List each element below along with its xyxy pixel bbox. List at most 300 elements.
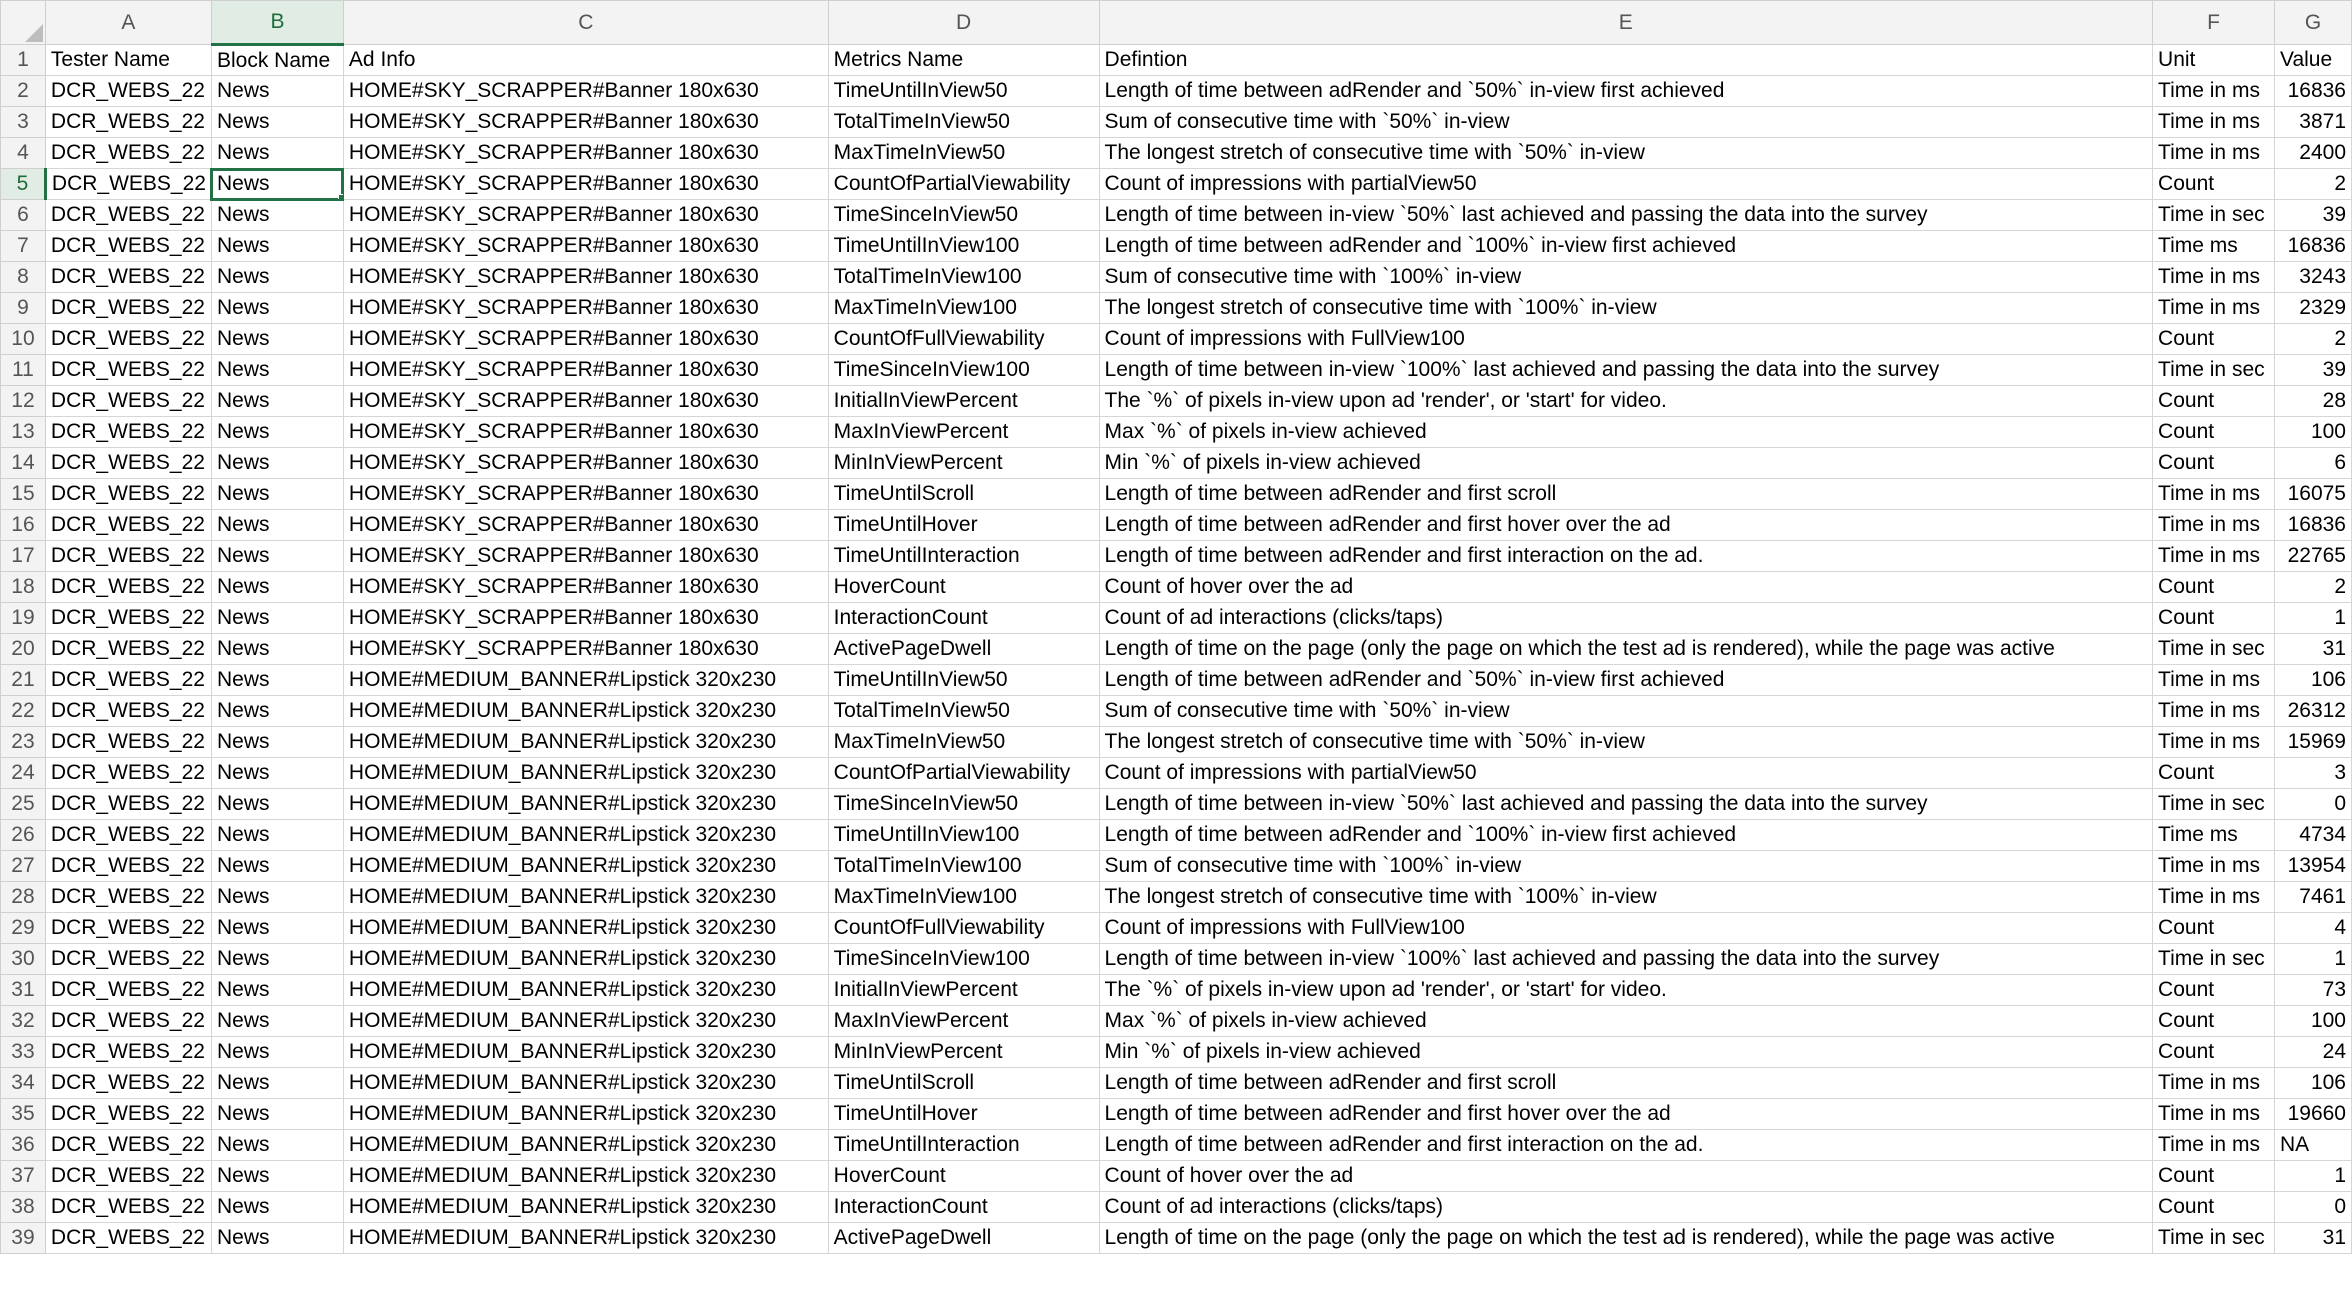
cell-g16[interactable]: 16836 [2275,510,2352,541]
cell-c25[interactable]: HOME#MEDIUM_BANNER#Lipstick 320x230 [343,789,828,820]
cell-a36[interactable]: DCR_WEBS_22 [45,1130,211,1161]
row-header[interactable]: 18 [1,572,46,603]
cell-a27[interactable]: DCR_WEBS_22 [45,851,211,882]
cell-c32[interactable]: HOME#MEDIUM_BANNER#Lipstick 320x230 [343,1006,828,1037]
row-header[interactable]: 33 [1,1037,46,1068]
cell-c9[interactable]: HOME#SKY_SCRAPPER#Banner 180x630 [343,293,828,324]
cell-b38[interactable]: News [211,1192,343,1223]
column-header-f[interactable]: F [2153,1,2275,45]
cell-e5[interactable]: Count of impressions with partialView50 [1099,169,2153,200]
cell-b30[interactable]: News [211,944,343,975]
cell-c22[interactable]: HOME#MEDIUM_BANNER#Lipstick 320x230 [343,696,828,727]
cell-c33[interactable]: HOME#MEDIUM_BANNER#Lipstick 320x230 [343,1037,828,1068]
cell-a11[interactable]: DCR_WEBS_22 [45,355,211,386]
row-header[interactable]: 32 [1,1006,46,1037]
cell-f1[interactable]: Unit [2153,45,2275,76]
row-header[interactable]: 7 [1,231,46,262]
cell-b26[interactable]: News [211,820,343,851]
cell-d2[interactable]: TimeUntilInView50 [828,76,1099,107]
cell-e37[interactable]: Count of hover over the ad [1099,1161,2153,1192]
cell-a37[interactable]: DCR_WEBS_22 [45,1161,211,1192]
cell-a6[interactable]: DCR_WEBS_22 [45,200,211,231]
cell-e24[interactable]: Count of impressions with partialView50 [1099,758,2153,789]
cell-b22[interactable]: News [211,696,343,727]
cell-c11[interactable]: HOME#SKY_SCRAPPER#Banner 180x630 [343,355,828,386]
cell-d9[interactable]: MaxTimeInView100 [828,293,1099,324]
cell-d32[interactable]: MaxInViewPercent [828,1006,1099,1037]
cell-a14[interactable]: DCR_WEBS_22 [45,448,211,479]
cell-a10[interactable]: DCR_WEBS_22 [45,324,211,355]
cell-b12[interactable]: News [211,386,343,417]
cell-e30[interactable]: Length of time between in-view `100%` last achieved and passing the data into the survey [1099,944,2153,975]
cell-a5[interactable]: DCR_WEBS_22 [45,169,211,200]
cell-g38[interactable]: 0 [2275,1192,2352,1223]
row-header[interactable]: 19 [1,603,46,634]
row-header[interactable]: 15 [1,479,46,510]
cell-a35[interactable]: DCR_WEBS_22 [45,1099,211,1130]
cell-g4[interactable]: 2400 [2275,138,2352,169]
column-header-c[interactable]: C [343,1,828,45]
row-header[interactable]: 37 [1,1161,46,1192]
cell-b34[interactable]: News [211,1068,343,1099]
cell-a21[interactable]: DCR_WEBS_22 [45,665,211,696]
cell-a16[interactable]: DCR_WEBS_22 [45,510,211,541]
cell-g27[interactable]: 13954 [2275,851,2352,882]
cell-d5[interactable]: CountOfPartialViewability [828,169,1099,200]
cell-d13[interactable]: MaxInViewPercent [828,417,1099,448]
cell-d1[interactable]: Metrics Name [828,45,1099,76]
cell-d24[interactable]: CountOfPartialViewability [828,758,1099,789]
cell-e10[interactable]: Count of impressions with FullView100 [1099,324,2153,355]
cell-d23[interactable]: MaxTimeInView50 [828,727,1099,758]
cell-g18[interactable]: 2 [2275,572,2352,603]
cell-b11[interactable]: News [211,355,343,386]
row-header[interactable]: 35 [1,1099,46,1130]
cell-b28[interactable]: News [211,882,343,913]
cell-f26[interactable]: Time ms [2153,820,2275,851]
cell-a31[interactable]: DCR_WEBS_22 [45,975,211,1006]
cell-f11[interactable]: Time in sec [2153,355,2275,386]
cell-g39[interactable]: 31 [2275,1223,2352,1254]
row-header[interactable]: 6 [1,200,46,231]
cell-e2[interactable]: Length of time between adRender and `50%` in-view first achieved [1099,76,2153,107]
row-header[interactable]: 4 [1,138,46,169]
cell-b27[interactable]: News [211,851,343,882]
cell-g22[interactable]: 26312 [2275,696,2352,727]
cell-f2[interactable]: Time in ms [2153,76,2275,107]
row-header[interactable]: 22 [1,696,46,727]
cell-a13[interactable]: DCR_WEBS_22 [45,417,211,448]
row-header[interactable]: 20 [1,634,46,665]
column-header-e[interactable]: E [1099,1,2153,45]
cell-f33[interactable]: Count [2153,1037,2275,1068]
row-header[interactable]: 30 [1,944,46,975]
cell-a30[interactable]: DCR_WEBS_22 [45,944,211,975]
cell-g17[interactable]: 22765 [2275,541,2352,572]
cell-e32[interactable]: Max `%` of pixels in-view achieved [1099,1006,2153,1037]
cell-g33[interactable]: 24 [2275,1037,2352,1068]
cell-c16[interactable]: HOME#SKY_SCRAPPER#Banner 180x630 [343,510,828,541]
row-header[interactable]: 39 [1,1223,46,1254]
cell-a33[interactable]: DCR_WEBS_22 [45,1037,211,1068]
cell-e13[interactable]: Max `%` of pixels in-view achieved [1099,417,2153,448]
cell-e33[interactable]: Min `%` of pixels in-view achieved [1099,1037,2153,1068]
cell-d33[interactable]: MinInViewPercent [828,1037,1099,1068]
cell-g29[interactable]: 4 [2275,913,2352,944]
cell-g10[interactable]: 2 [2275,324,2352,355]
row-header[interactable]: 31 [1,975,46,1006]
cell-c17[interactable]: HOME#SKY_SCRAPPER#Banner 180x630 [343,541,828,572]
row-header[interactable]: 34 [1,1068,46,1099]
cell-d28[interactable]: MaxTimeInView100 [828,882,1099,913]
row-header[interactable]: 2 [1,76,46,107]
cell-g31[interactable]: 73 [2275,975,2352,1006]
cell-g37[interactable]: 1 [2275,1161,2352,1192]
cell-b37[interactable]: News [211,1161,343,1192]
cell-d16[interactable]: TimeUntilHover [828,510,1099,541]
cell-f28[interactable]: Time in ms [2153,882,2275,913]
cell-d29[interactable]: CountOfFullViewability [828,913,1099,944]
cell-f35[interactable]: Time in ms [2153,1099,2275,1130]
cell-d17[interactable]: TimeUntilInteraction [828,541,1099,572]
cell-a18[interactable]: DCR_WEBS_22 [45,572,211,603]
cell-c29[interactable]: HOME#MEDIUM_BANNER#Lipstick 320x230 [343,913,828,944]
cell-f12[interactable]: Count [2153,386,2275,417]
cell-e12[interactable]: The `%` of pixels in-view upon ad 'render', or 'start' for video. [1099,386,2153,417]
cell-c10[interactable]: HOME#SKY_SCRAPPER#Banner 180x630 [343,324,828,355]
cell-c21[interactable]: HOME#MEDIUM_BANNER#Lipstick 320x230 [343,665,828,696]
cell-f13[interactable]: Count [2153,417,2275,448]
cell-g28[interactable]: 7461 [2275,882,2352,913]
cell-c6[interactable]: HOME#SKY_SCRAPPER#Banner 180x630 [343,200,828,231]
cell-f39[interactable]: Time in sec [2153,1223,2275,1254]
cell-e28[interactable]: The longest stretch of consecutive time with `100%` in-view [1099,882,2153,913]
cell-a25[interactable]: DCR_WEBS_22 [45,789,211,820]
cell-f23[interactable]: Time in ms [2153,727,2275,758]
cell-b1[interactable]: Block Name [211,45,343,76]
cell-g2[interactable]: 16836 [2275,76,2352,107]
cell-b3[interactable]: News [211,107,343,138]
cell-c3[interactable]: HOME#SKY_SCRAPPER#Banner 180x630 [343,107,828,138]
cell-g36[interactable]: NA [2275,1130,2352,1161]
cell-d27[interactable]: TotalTimeInView100 [828,851,1099,882]
cell-d3[interactable]: TotalTimeInView50 [828,107,1099,138]
cell-d8[interactable]: TotalTimeInView100 [828,262,1099,293]
cell-d21[interactable]: TimeUntilInView50 [828,665,1099,696]
cell-c2[interactable]: HOME#SKY_SCRAPPER#Banner 180x630 [343,76,828,107]
cell-b20[interactable]: News [211,634,343,665]
cell-c35[interactable]: HOME#MEDIUM_BANNER#Lipstick 320x230 [343,1099,828,1130]
row-header[interactable]: 8 [1,262,46,293]
cell-e26[interactable]: Length of time between adRender and `100%` in-view first achieved [1099,820,2153,851]
cell-f24[interactable]: Count [2153,758,2275,789]
cell-f31[interactable]: Count [2153,975,2275,1006]
cell-f8[interactable]: Time in ms [2153,262,2275,293]
row-header[interactable]: 16 [1,510,46,541]
cell-d20[interactable]: ActivePageDwell [828,634,1099,665]
cell-g21[interactable]: 106 [2275,665,2352,696]
cell-a34[interactable]: DCR_WEBS_22 [45,1068,211,1099]
row-header[interactable]: 11 [1,355,46,386]
row-header[interactable]: 9 [1,293,46,324]
cell-f32[interactable]: Count [2153,1006,2275,1037]
cell-b15[interactable]: News [211,479,343,510]
cell-d6[interactable]: TimeSinceInView50 [828,200,1099,231]
row-header[interactable]: 3 [1,107,46,138]
cell-b17[interactable]: News [211,541,343,572]
cell-b19[interactable]: News [211,603,343,634]
cell-f20[interactable]: Time in sec [2153,634,2275,665]
cell-b32[interactable]: News [211,1006,343,1037]
cell-c18[interactable]: HOME#SKY_SCRAPPER#Banner 180x630 [343,572,828,603]
row-header[interactable]: 25 [1,789,46,820]
cell-f3[interactable]: Time in ms [2153,107,2275,138]
cell-a28[interactable]: DCR_WEBS_22 [45,882,211,913]
cell-g24[interactable]: 3 [2275,758,2352,789]
cell-g8[interactable]: 3243 [2275,262,2352,293]
cell-c34[interactable]: HOME#MEDIUM_BANNER#Lipstick 320x230 [343,1068,828,1099]
cell-c23[interactable]: HOME#MEDIUM_BANNER#Lipstick 320x230 [343,727,828,758]
cell-b10[interactable]: News [211,324,343,355]
cell-a38[interactable]: DCR_WEBS_22 [45,1192,211,1223]
cell-c30[interactable]: HOME#MEDIUM_BANNER#Lipstick 320x230 [343,944,828,975]
cell-d39[interactable]: ActivePageDwell [828,1223,1099,1254]
cell-g14[interactable]: 6 [2275,448,2352,479]
cell-e34[interactable]: Length of time between adRender and first scroll [1099,1068,2153,1099]
cell-c14[interactable]: HOME#SKY_SCRAPPER#Banner 180x630 [343,448,828,479]
row-header[interactable]: 23 [1,727,46,758]
column-header-a[interactable]: A [45,1,211,45]
cell-c28[interactable]: HOME#MEDIUM_BANNER#Lipstick 320x230 [343,882,828,913]
cell-c31[interactable]: HOME#MEDIUM_BANNER#Lipstick 320x230 [343,975,828,1006]
cell-e14[interactable]: Min `%` of pixels in-view achieved [1099,448,2153,479]
cell-a9[interactable]: DCR_WEBS_22 [45,293,211,324]
cell-f16[interactable]: Time in ms [2153,510,2275,541]
cell-g12[interactable]: 28 [2275,386,2352,417]
row-header[interactable]: 13 [1,417,46,448]
cell-b31[interactable]: News [211,975,343,1006]
row-header[interactable]: 5 [1,169,46,200]
cell-b14[interactable]: News [211,448,343,479]
cell-e17[interactable]: Length of time between adRender and first interaction on the ad. [1099,541,2153,572]
row-header[interactable]: 38 [1,1192,46,1223]
cell-e27[interactable]: Sum of consecutive time with `100%` in-view [1099,851,2153,882]
select-all-corner[interactable] [1,1,46,45]
cell-d25[interactable]: TimeSinceInView50 [828,789,1099,820]
cell-f36[interactable]: Time in ms [2153,1130,2275,1161]
cell-f22[interactable]: Time in ms [2153,696,2275,727]
row-header[interactable]: 28 [1,882,46,913]
cell-e36[interactable]: Length of time between adRender and first interaction on the ad. [1099,1130,2153,1161]
cell-f5[interactable]: Count [2153,169,2275,200]
cell-d36[interactable]: TimeUntilInteraction [828,1130,1099,1161]
cell-f4[interactable]: Time in ms [2153,138,2275,169]
cell-g6[interactable]: 39 [2275,200,2352,231]
row-header[interactable]: 24 [1,758,46,789]
cell-g32[interactable]: 100 [2275,1006,2352,1037]
cell-a8[interactable]: DCR_WEBS_22 [45,262,211,293]
cell-a7[interactable]: DCR_WEBS_22 [45,231,211,262]
cell-a39[interactable]: DCR_WEBS_22 [45,1223,211,1254]
cell-c20[interactable]: HOME#SKY_SCRAPPER#Banner 180x630 [343,634,828,665]
cell-b8[interactable]: News [211,262,343,293]
cell-f25[interactable]: Time in sec [2153,789,2275,820]
cell-d31[interactable]: InitialInViewPercent [828,975,1099,1006]
row-header[interactable]: 1 [1,45,46,76]
cell-c1[interactable]: Ad Info [343,45,828,76]
cell-e7[interactable]: Length of time between adRender and `100%` in-view first achieved [1099,231,2153,262]
cell-d19[interactable]: InteractionCount [828,603,1099,634]
cell-a20[interactable]: DCR_WEBS_22 [45,634,211,665]
cell-e38[interactable]: Count of ad interactions (clicks/taps) [1099,1192,2153,1223]
cell-f29[interactable]: Count [2153,913,2275,944]
cell-d10[interactable]: CountOfFullViewability [828,324,1099,355]
row-header[interactable]: 12 [1,386,46,417]
cell-b2[interactable]: News [211,76,343,107]
cell-a22[interactable]: DCR_WEBS_22 [45,696,211,727]
cell-b21[interactable]: News [211,665,343,696]
cell-b39[interactable]: News [211,1223,343,1254]
cell-d35[interactable]: TimeUntilHover [828,1099,1099,1130]
cell-f10[interactable]: Count [2153,324,2275,355]
cell-a15[interactable]: DCR_WEBS_22 [45,479,211,510]
cell-e22[interactable]: Sum of consecutive time with `50%` in-view [1099,696,2153,727]
row-header[interactable]: 21 [1,665,46,696]
cell-c26[interactable]: HOME#MEDIUM_BANNER#Lipstick 320x230 [343,820,828,851]
row-header[interactable]: 36 [1,1130,46,1161]
cell-c12[interactable]: HOME#SKY_SCRAPPER#Banner 180x630 [343,386,828,417]
cell-g1[interactable]: Value [2275,45,2352,76]
column-header-b[interactable]: B [211,1,343,45]
cell-c4[interactable]: HOME#SKY_SCRAPPER#Banner 180x630 [343,138,828,169]
cell-d22[interactable]: TotalTimeInView50 [828,696,1099,727]
row-header[interactable]: 10 [1,324,46,355]
cell-f30[interactable]: Time in sec [2153,944,2275,975]
cell-f15[interactable]: Time in ms [2153,479,2275,510]
cell-e19[interactable]: Count of ad interactions (clicks/taps) [1099,603,2153,634]
cell-b29[interactable]: News [211,913,343,944]
cell-c38[interactable]: HOME#MEDIUM_BANNER#Lipstick 320x230 [343,1192,828,1223]
cell-g15[interactable]: 16075 [2275,479,2352,510]
cell-c37[interactable]: HOME#MEDIUM_BANNER#Lipstick 320x230 [343,1161,828,1192]
cell-g3[interactable]: 3871 [2275,107,2352,138]
cell-a12[interactable]: DCR_WEBS_22 [45,386,211,417]
cell-c15[interactable]: HOME#SKY_SCRAPPER#Banner 180x630 [343,479,828,510]
cell-e29[interactable]: Count of impressions with FullView100 [1099,913,2153,944]
cell-a17[interactable]: DCR_WEBS_22 [45,541,211,572]
cell-e1[interactable]: Defintion [1099,45,2153,76]
cell-c7[interactable]: HOME#SKY_SCRAPPER#Banner 180x630 [343,231,828,262]
cell-b16[interactable]: News [211,510,343,541]
cell-d30[interactable]: TimeSinceInView100 [828,944,1099,975]
cell-e9[interactable]: The longest stretch of consecutive time with `100%` in-view [1099,293,2153,324]
cell-b6[interactable]: News [211,200,343,231]
cell-a23[interactable]: DCR_WEBS_22 [45,727,211,758]
cell-c27[interactable]: HOME#MEDIUM_BANNER#Lipstick 320x230 [343,851,828,882]
cell-b4[interactable]: News [211,138,343,169]
cell-f7[interactable]: Time ms [2153,231,2275,262]
cell-g13[interactable]: 100 [2275,417,2352,448]
cell-e20[interactable]: Length of time on the page (only the page on which the test ad is rendered), while the page was active [1099,634,2153,665]
cell-a4[interactable]: DCR_WEBS_22 [45,138,211,169]
cell-c8[interactable]: HOME#SKY_SCRAPPER#Banner 180x630 [343,262,828,293]
cell-c19[interactable]: HOME#SKY_SCRAPPER#Banner 180x630 [343,603,828,634]
cell-b36[interactable]: News [211,1130,343,1161]
cell-f21[interactable]: Time in ms [2153,665,2275,696]
cell-d7[interactable]: TimeUntilInView100 [828,231,1099,262]
cell-a32[interactable]: DCR_WEBS_22 [45,1006,211,1037]
cell-b35[interactable]: News [211,1099,343,1130]
cell-d37[interactable]: HoverCount [828,1161,1099,1192]
cell-e3[interactable]: Sum of consecutive time with `50%` in-view [1099,107,2153,138]
cell-g34[interactable]: 106 [2275,1068,2352,1099]
cell-g25[interactable]: 0 [2275,789,2352,820]
cell-f18[interactable]: Count [2153,572,2275,603]
cell-g26[interactable]: 4734 [2275,820,2352,851]
cell-g7[interactable]: 16836 [2275,231,2352,262]
cell-e8[interactable]: Sum of consecutive time with `100%` in-view [1099,262,2153,293]
cell-f19[interactable]: Count [2153,603,2275,634]
cell-d12[interactable]: InitialInViewPercent [828,386,1099,417]
cell-e39[interactable]: Length of time on the page (only the page on which the test ad is rendered), while the page was active [1099,1223,2153,1254]
cell-a1[interactable]: Tester Name [45,45,211,76]
cell-g30[interactable]: 1 [2275,944,2352,975]
cell-c24[interactable]: HOME#MEDIUM_BANNER#Lipstick 320x230 [343,758,828,789]
cell-f38[interactable]: Count [2153,1192,2275,1223]
cell-b7[interactable]: News [211,231,343,262]
cell-g35[interactable]: 19660 [2275,1099,2352,1130]
cell-b5[interactable]: News [211,169,343,200]
cell-d14[interactable]: MinInViewPercent [828,448,1099,479]
cell-b25[interactable]: News [211,789,343,820]
cell-e11[interactable]: Length of time between in-view `100%` last achieved and passing the data into the survey [1099,355,2153,386]
cell-g11[interactable]: 39 [2275,355,2352,386]
cell-f14[interactable]: Count [2153,448,2275,479]
column-header-g[interactable]: G [2275,1,2352,45]
cell-e6[interactable]: Length of time between in-view `50%` last achieved and passing the data into the survey [1099,200,2153,231]
cell-d11[interactable]: TimeSinceInView100 [828,355,1099,386]
cell-e21[interactable]: Length of time between adRender and `50%` in-view first achieved [1099,665,2153,696]
cell-g23[interactable]: 15969 [2275,727,2352,758]
cell-a19[interactable]: DCR_WEBS_22 [45,603,211,634]
cell-g5[interactable]: 2 [2275,169,2352,200]
cell-f9[interactable]: Time in ms [2153,293,2275,324]
cell-c39[interactable]: HOME#MEDIUM_BANNER#Lipstick 320x230 [343,1223,828,1254]
cell-d26[interactable]: TimeUntilInView100 [828,820,1099,851]
cell-a26[interactable]: DCR_WEBS_22 [45,820,211,851]
cell-d34[interactable]: TimeUntilScroll [828,1068,1099,1099]
cell-f34[interactable]: Time in ms [2153,1068,2275,1099]
cell-e4[interactable]: The longest stretch of consecutive time with `50%` in-view [1099,138,2153,169]
cell-d4[interactable]: MaxTimeInView50 [828,138,1099,169]
cell-a29[interactable]: DCR_WEBS_22 [45,913,211,944]
cell-a2[interactable]: DCR_WEBS_22 [45,76,211,107]
cell-f6[interactable]: Time in sec [2153,200,2275,231]
row-header[interactable]: 17 [1,541,46,572]
cell-b23[interactable]: News [211,727,343,758]
row-header[interactable]: 27 [1,851,46,882]
cell-d15[interactable]: TimeUntilScroll [828,479,1099,510]
cell-f27[interactable]: Time in ms [2153,851,2275,882]
column-header-d[interactable]: D [828,1,1099,45]
cell-e35[interactable]: Length of time between adRender and first hover over the ad [1099,1099,2153,1130]
cell-e31[interactable]: The `%` of pixels in-view upon ad 'render', or 'start' for video. [1099,975,2153,1006]
row-header[interactable]: 29 [1,913,46,944]
cell-g9[interactable]: 2329 [2275,293,2352,324]
row-header[interactable]: 26 [1,820,46,851]
cell-a24[interactable]: DCR_WEBS_22 [45,758,211,789]
cell-e15[interactable]: Length of time between adRender and first scroll [1099,479,2153,510]
